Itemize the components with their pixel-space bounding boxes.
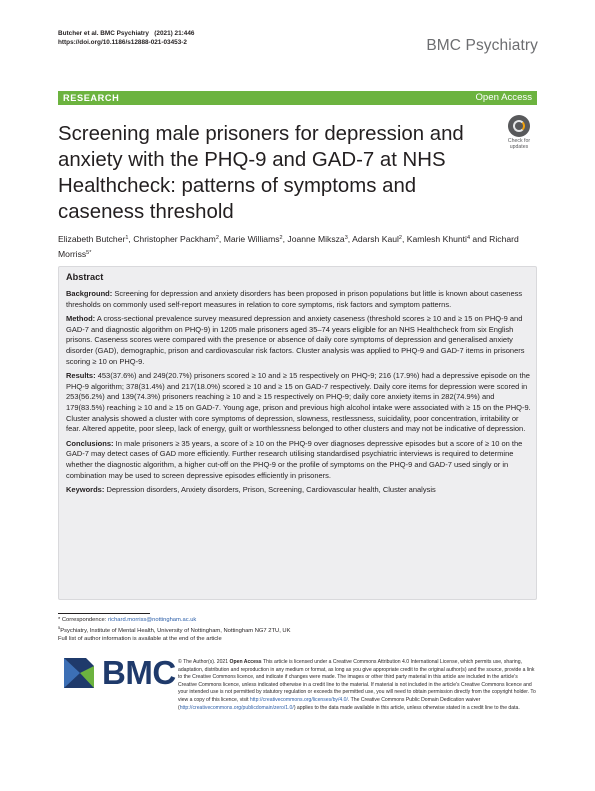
- author-name[interactable]: Marie Williams: [223, 234, 280, 244]
- section-bar: [58, 91, 537, 105]
- citation-journal: BMC Psychiatry: [100, 30, 149, 37]
- correspondence-email[interactable]: richard.morriss@nottingham.ac.uk: [107, 617, 197, 623]
- footnote-divider: [58, 613, 150, 614]
- abstract-background: Background: Screening for depression and anxiety disorders has been proposed in prison populations but little is known about caseness thresholds on commonly used self-report measures in relation to core symptoms, risk factors and symptom patterns.: [66, 289, 523, 309]
- check-updates-icon: [508, 115, 530, 137]
- abstract-results: Results: 453(37.6%) and 249(20.7%) prisoners scored ≥ 10 and ≥ 15 respectively on PHQ-9; 216 (17.9%) had a depressive episode on the PHQ-9 algorithm; 378(31.4%) and 217(18.0%) scored ≥ 10 and ≥ 15 on GAD-7 respectively. Daily core items for depression were scored in 253(56.2%) and 139(74.3%) prisoners reaching ≥ 10 and ≥ 15 respectively on PHQ-9; daily core anxiety items in 282(74.9%) and 179(83.5%) reaching ≥ 10 and ≥ 15 on GAD-7. Young age, prison and previous high alcohol intake were associated with ≥ 15 on the PHQ-9. Cluster analysis showed a cluster with core symptoms of depression, slowness, restlessness, suicidality, poor concentration, irritability or fear. Altered appetite, poor sleep, lack of energy, guilt or worthlessness belonged to other clusters and may not be indicative of depression.: [66, 371, 531, 434]
- bmc-logo-icon: [60, 654, 98, 692]
- check-updates-label: Check for updates: [507, 138, 531, 151]
- bmc-logo-text: BMC: [102, 654, 176, 691]
- abstract-heading: Abstract: [66, 272, 104, 282]
- author-info-note: Full list of author information is available at the end of the article: [58, 636, 222, 643]
- journal-name: BMC Psychiatry: [426, 37, 538, 54]
- author-name[interactable]: Richard Morriss: [58, 234, 519, 259]
- author-list: Elizabeth Butcher$^1$, Christopher Packham$^2$, Marie Williams$^2$, Joanne Miksza$^3$, Adarsh Kaul$^2$, Kamlesh Khunti$^4$ and Richard Morriss$^{5*}$: [58, 234, 519, 259]
- abstract-conclusions: Conclusions: In male prisoners ≥ 35 years, a score of ≥ 10 on the PHQ-9 over diagnoses depressive episodes but a score of ≥ 10 on the GAD-7 may detect cases of GAD more efficiently. Further research utilising standardised psychiatric interviews is required to determine whether the diagnostic algorithm, a higher cut-off on the PHQ-9 or the profile of symptoms on the PHQ-9 and GAD-7 used singly or in combination may be used to screen depressive episodes efficiently in prisoners.: [66, 438, 523, 480]
- author-name[interactable]: Adarsh Kaul: [352, 234, 399, 244]
- author-name[interactable]: Joanne Miksza: [287, 234, 345, 244]
- doi-link[interactable]: https://doi.org/10.1186/s12888-021-03453-2: [58, 39, 187, 46]
- article-title: Screening male prisoners for depression and anxiety with the PHQ-9 and GAD-7 at NHS Healthcheck: patterns of symptoms and caseness threshold: [58, 123, 464, 223]
- abstract-keywords: Keywords: Depression disorders, Anxiety disorders, Prison, Screening, Cardiovascular health, Cluster analysis: [66, 485, 436, 495]
- article-type-label: RESEARCH: [63, 93, 120, 103]
- affiliation: Psychiatry, Institute of Mental Health, University of Nottingham, Nottingham NG7 2TU, UK: [60, 628, 291, 635]
- abstract-method: Method: A cross-sectional prevalence survey measured depression and anxiety caseness (threshold scores ≥ 10 and ≥ 15 on PHQ-9 and GAD-7 and diagnostic algorithm on PHQ-9) in 1205 male prisoners aged 35–74 years eligible for an NHS Healthcheck from six English prisons. Caseness scores were compared with the presence or absence of daily core symptoms of depression and generalised anxiety disorder (GAD), demographic, prison and cardiovascular risk factors. Cluster analysis was applied to PHQ-9 and GAD-7 items in prisoners scoring ≥ 10 on PHQ-9.: [66, 314, 525, 366]
- author-name[interactable]: Kamlesh Khunti: [406, 234, 467, 244]
- cc0-link[interactable]: http://creativecommons.org/publicdomain/zero/1.0/: [179, 704, 294, 711]
- citation-authors: Butcher et al.: [58, 30, 99, 37]
- correspondence-label: * Correspondence:: [58, 617, 107, 623]
- footnotes: * Correspondence: richard.morriss@nottingham.ac.uk $^5$Psychiatry, Institute of Mental Health, University of Nottingham, Nottingham NG7 2TU, UK Full list of author information is available at the end of the article: [58, 616, 318, 644]
- author-name[interactable]: Elizabeth Butcher: [58, 234, 126, 244]
- citation-header: [58, 29, 194, 47]
- open-access-label: Open Access: [475, 92, 532, 103]
- abstract-box: [58, 266, 537, 600]
- check-updates-badge[interactable]: [502, 115, 536, 155]
- bmc-logo: [60, 654, 176, 692]
- license-text: © The Author(s). 2021 Open Access This article is licensed under a Creative Commons Attribution 4.0 International License, which permits use, sharing, adaptation, distribution and reproduction in any medium or format, as long as you give appropriate credit to the original author(s) and the source, provide a link to the Creative Commons licence, and indicate if changes were made. The images or other third party material in this article are included in the article's Creative Commons licence, unless indicated otherwise in a credit line to the material. If material is not included in the article's Creative Commons licence and your intended use is not permitted by statutory regulation or exceeds the permitted use, you will need to obtain permission directly from the copyright holder. To view a copy of this licence, visit http://creativecommons.org/licenses/by/4.0/. The Creative Commons Public Domain Dedication waiver (http://creativecommons.org/publicdomain/zero/1.0/) applies to the data made available in this article, unless otherwise stated in a credit line to the data.: [178, 659, 536, 711]
- abstract-body: [66, 289, 532, 500]
- license-link[interactable]: http://creativecommons.org/licenses/by/4.0/: [249, 696, 348, 703]
- citation-ref: (2021) 21:446: [154, 30, 195, 37]
- author-name[interactable]: Christopher Packham: [133, 234, 216, 244]
